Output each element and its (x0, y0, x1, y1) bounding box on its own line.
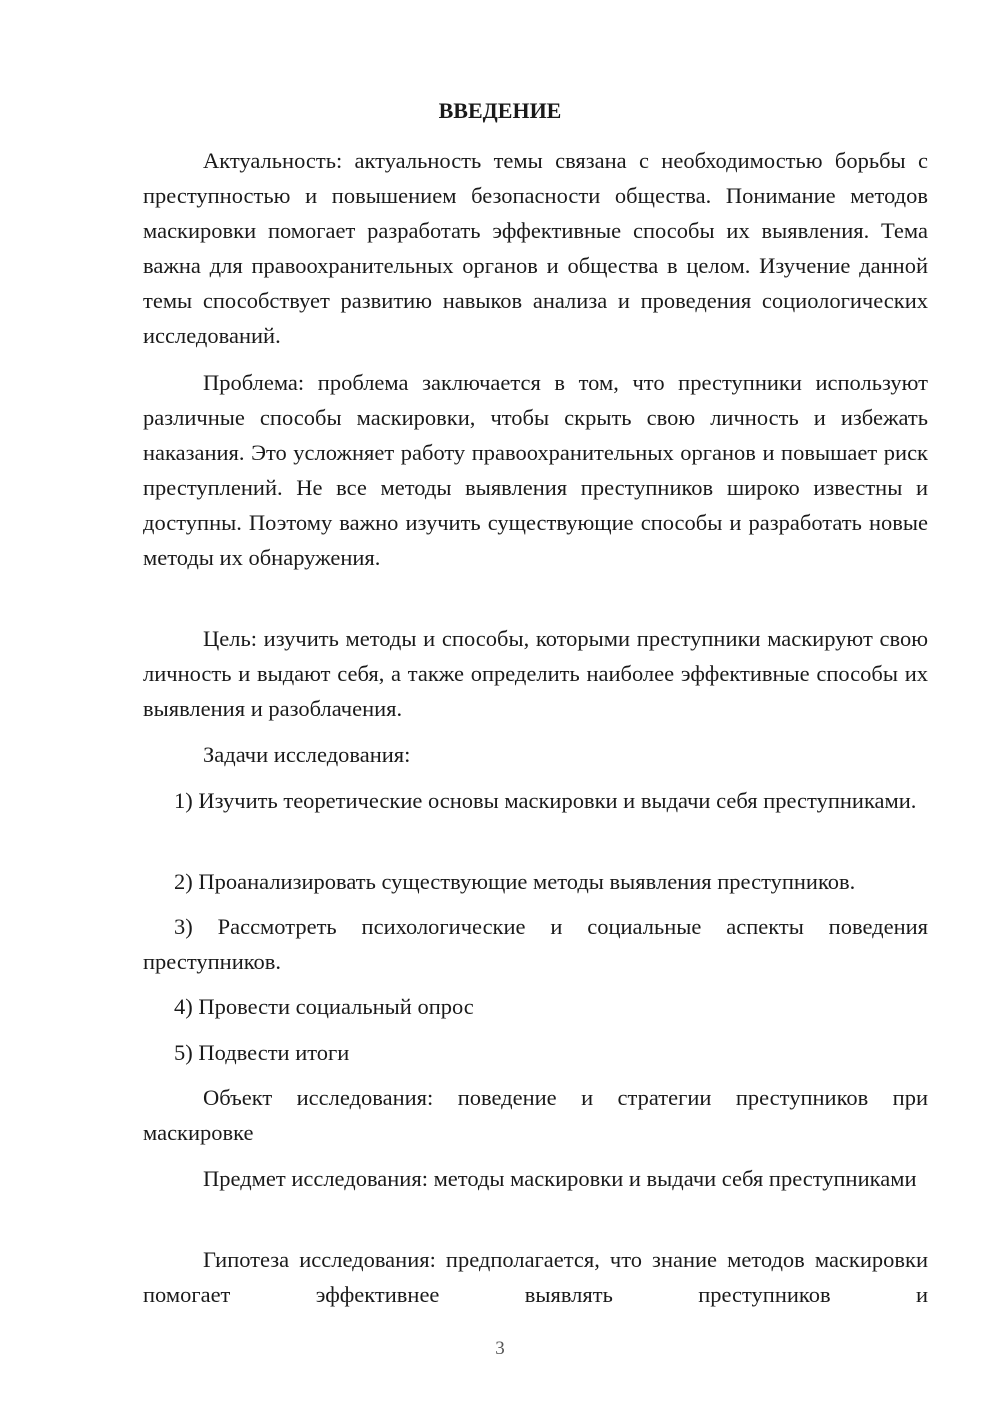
section-title: ВВЕДЕНИЕ (438, 98, 562, 123)
goal-paragraph: Цель: изучить методы и способы, которыми преступники маскируют свою личность и выдают себя, а также определить наиболее эффективные способы их выявления и разоблачения. (143, 626, 928, 721)
tasks-heading: Задачи исследования: (203, 742, 411, 767)
task-item-5: 5) Подвести итоги (174, 1040, 350, 1065)
task-item-1: 1) Изучить теоретические основы маскировки и выдачи себя преступниками. (174, 788, 917, 813)
task-item-4: 4) Провести социальный опрос (174, 994, 474, 1019)
relevance-paragraph: Актуальность: актуальность темы связана с необходимостью борьбы с преступностью и повышением безопасности общества. Понимание методов маскировки помогает разработать эффективные способы их выявления. Тема важна для правоохранительных органов и общества в целом. Изучение данной темы способствует развитию навыков анализа и проведения социологических исследований. (143, 148, 928, 348)
hypothesis-paragraph: Гипотеза исследования: предполагается, что знание методов маскировки помогает эффективнее выявлять преступников и (143, 1247, 928, 1307)
object-paragraph: Объект исследования: поведение и стратегии преступников при маскировке (143, 1085, 928, 1145)
task-item-2: 2) Проанализировать существующие методы выявления преступников. (174, 869, 856, 894)
page-number: 3 (495, 1338, 505, 1359)
task-item-3: 3) Рассмотреть психологические и социальные аспекты поведения преступников. (143, 914, 928, 974)
problem-paragraph: Проблема: проблема заключается в том, что преступники используют различные способы маскировки, чтобы скрыть свою личность и избежать наказания. Это усложняет работу правоохранительных органов и повышает риск преступлений. Не все методы выявления преступников широко известны и доступны. Поэтому важно изучить существующие способы и разработать новые методы их обнаружения. (143, 370, 928, 570)
subject-paragraph: Предмет исследования: методы маскировки и выдачи себя преступниками (203, 1166, 917, 1191)
